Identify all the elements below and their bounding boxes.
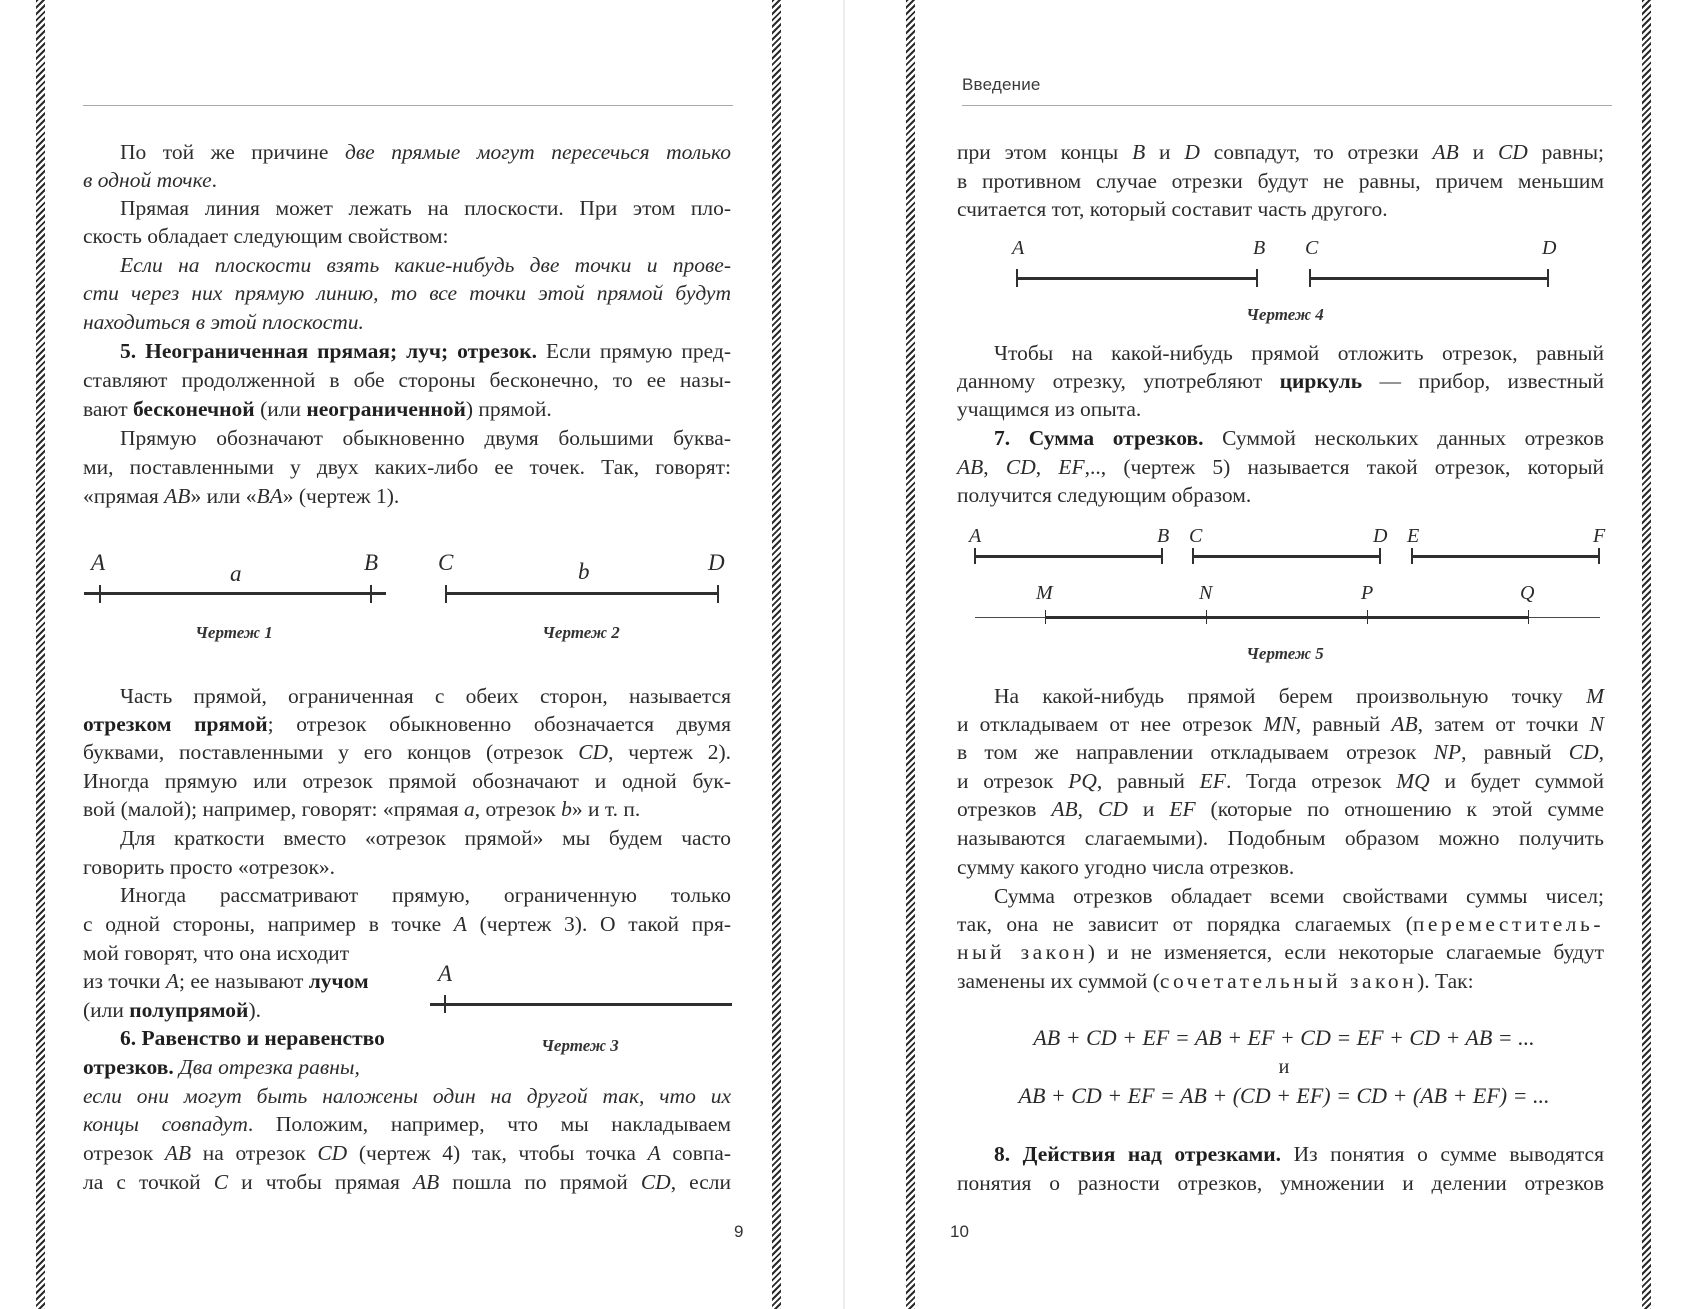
text-line xyxy=(83,194,731,223)
text-line xyxy=(957,1169,1604,1198)
figure-5-tick-m xyxy=(1045,610,1046,624)
italic-text: PQ xyxy=(1068,769,1097,793)
italic-text: M xyxy=(1586,684,1604,708)
text-run: в противном случае отрезки будут не равны, причем меньшим xyxy=(957,169,1604,193)
text-run: Из понятия о сумме выводятся xyxy=(1281,1142,1604,1166)
text-run: Прямую обозначают обыкновенно двумя большими буква- xyxy=(120,426,731,450)
figure-1-caption: Чертеж 1 xyxy=(195,623,273,642)
text-run: заменены их суммой ( xyxy=(957,969,1160,993)
text-line xyxy=(957,738,1604,767)
text-line xyxy=(957,824,1604,853)
text-run: совпа- xyxy=(660,1141,731,1165)
text-line xyxy=(957,853,1604,882)
text-run: Прямая линия может лежать на плоскости. При этом пло- xyxy=(120,196,731,220)
italic-text: CD xyxy=(578,740,609,764)
italic-text: EF xyxy=(1169,797,1196,821)
text-line xyxy=(957,453,1604,482)
text-run: вой (малой); например, говорят: «прямая xyxy=(83,797,464,821)
text-run: , чертеж 2). xyxy=(608,740,731,764)
text-line xyxy=(83,710,731,739)
italic-text: BA xyxy=(256,484,283,508)
italic-text: AB xyxy=(412,1170,440,1194)
text-run: По той же причине xyxy=(120,140,345,164)
text-run: сумму какого угодно числа отрезков. xyxy=(957,855,1295,879)
text-run: (или xyxy=(254,397,307,421)
text-run: вают xyxy=(83,397,133,421)
text-run: и xyxy=(1145,140,1185,164)
text-line xyxy=(83,881,731,910)
italic-text: D xyxy=(1184,140,1200,164)
running-head: Введение xyxy=(962,75,1041,94)
text-run: » (чертеж 1). xyxy=(282,484,400,508)
figure-4-segment-cd xyxy=(1310,277,1549,280)
italic-text: CD xyxy=(1497,140,1528,164)
text-line xyxy=(957,1140,1604,1169)
text-line xyxy=(957,481,1604,510)
right-page-number: 10 xyxy=(950,1222,969,1241)
figure-5-tick-b xyxy=(1161,548,1163,564)
text-run: и откладываем от нее отрезок xyxy=(957,712,1264,736)
text-run: ми, поставленными у двух каких-либо ее точек. Так, говорят: xyxy=(83,455,731,479)
italic-text: в одной точке xyxy=(83,168,212,192)
text-run: » и т. п. xyxy=(571,797,641,821)
equation-connector: и xyxy=(1278,1056,1290,1078)
text-line xyxy=(957,967,1604,996)
figure-4-label-d: D xyxy=(1542,237,1557,259)
text-line xyxy=(83,767,731,796)
text-run: и чтобы прямая xyxy=(228,1170,413,1194)
italic-text: Два отрезка равны, xyxy=(179,1055,360,1079)
bold-term: 6. Равенство и неравенство xyxy=(120,1026,385,1050)
text-run: (которые по отношению к этой сумме xyxy=(1195,797,1604,821)
text-run: Иногда прямую или отрезок прямой обозначают и одной бук- xyxy=(83,769,731,793)
text-run: ; ее называют xyxy=(178,969,309,993)
text-line xyxy=(957,882,1604,911)
text-run: , затем от точки xyxy=(1417,712,1590,736)
text-run: , если xyxy=(670,1170,731,1194)
text-run: Для краткости вместо «отрезок прямой» мы будем часто xyxy=(120,826,731,850)
text-line xyxy=(83,482,731,511)
text-run: получится следующим образом. xyxy=(957,483,1252,507)
text-run: данному отрезку, употребляют xyxy=(957,369,1280,393)
figure-5-label-b: B xyxy=(1157,525,1170,547)
figure-5-label-f: F xyxy=(1593,525,1606,547)
text-line xyxy=(957,138,1604,167)
italic-text: CD xyxy=(1568,740,1599,764)
spaced-term: ный закон xyxy=(957,940,1088,964)
italic-text: находиться в этой плоскости. xyxy=(83,310,364,334)
text-run: (чертеж 4) так, чтобы точка xyxy=(347,1141,648,1165)
text-line xyxy=(83,1110,731,1139)
text-run: ,.., (чертеж 5) называется такой отрезок, который xyxy=(1084,455,1605,479)
figure-1-label-mid: a xyxy=(230,561,242,586)
italic-text: a xyxy=(464,797,475,821)
figure-1-tick-b xyxy=(370,585,372,603)
text-run: На какой-нибудь прямой берем произвольную точку xyxy=(994,684,1587,708)
italic-text: Если на плоскости взять какие-нибудь две точки и прове- xyxy=(120,253,731,277)
figure-4-tick-c xyxy=(1309,269,1311,287)
text-run: . xyxy=(211,168,218,192)
bold-term: полупрямой xyxy=(129,998,249,1022)
figure-1-label-a: A xyxy=(91,550,106,575)
italic-text: CD xyxy=(317,1141,348,1165)
text-run: ; отрезок обыкновенно обозначается двумя xyxy=(267,712,731,736)
text-run: отрезок xyxy=(83,1141,165,1165)
figure-5-label-e: E xyxy=(1407,525,1420,547)
text-line xyxy=(83,824,731,853)
figure-5-tick-e xyxy=(1411,548,1413,564)
figure-5-tick-a xyxy=(974,548,976,564)
italic-text: NP xyxy=(1433,740,1462,764)
text-run: совпадут, то отрезки xyxy=(1199,140,1433,164)
italic-text: AB xyxy=(957,455,984,479)
text-run: буквами, поставленными у его концов (отрезок xyxy=(83,740,579,764)
text-line xyxy=(83,279,731,308)
spaced-term: переместитель- xyxy=(1412,912,1604,936)
text-run: ла с точкой xyxy=(83,1170,214,1194)
text-line xyxy=(83,967,411,996)
figure-4-label-c: C xyxy=(1305,237,1319,259)
text-line xyxy=(83,939,411,968)
text-run: ). xyxy=(248,998,261,1022)
text-run: ставляют продолженной в обе стороны бесконечно, то ее назы- xyxy=(83,368,731,392)
bold-term: отрезком прямой xyxy=(83,712,268,736)
italic-text: если они могут быть наложены один на другой так, что их xyxy=(83,1084,731,1108)
right-header-rule xyxy=(962,105,1612,106)
text-run: отрезков xyxy=(957,797,1052,821)
text-line xyxy=(83,996,411,1025)
text-line xyxy=(957,167,1604,196)
figure-3-caption: Чертеж 3 xyxy=(541,1036,619,1055)
text-run: пошла по прямой xyxy=(439,1170,641,1194)
bold-term: 7. Сумма отрезков. xyxy=(994,426,1204,450)
text-line xyxy=(83,1139,731,1168)
text-run: и xyxy=(1127,797,1170,821)
text-run: ). Так: xyxy=(1417,969,1474,993)
figure-5-label-n: N xyxy=(1199,582,1213,604)
text-run: , xyxy=(1077,797,1099,821)
text-run: и будет суммой xyxy=(1429,769,1605,793)
figure-4-tick-a xyxy=(1016,269,1018,287)
italic-text: N xyxy=(1589,712,1604,736)
figure-2-caption: Чертеж 2 xyxy=(542,623,620,642)
figure-4-tick-b xyxy=(1256,269,1258,287)
text-run: ) и не изменяется, если некоторые слагаемые будут xyxy=(1087,940,1605,964)
text-line xyxy=(83,738,731,767)
text-run: равны; xyxy=(1527,140,1605,164)
text-run: , xyxy=(983,455,1006,479)
text-line xyxy=(957,195,1604,224)
left-page-number: 9 xyxy=(734,1222,744,1241)
figure-1-line xyxy=(84,592,386,595)
italic-text: концы совпадут xyxy=(83,1112,248,1136)
text-run: считается тот, который составит часть другого. xyxy=(957,197,1388,221)
text-run: «прямая xyxy=(83,484,165,508)
text-run: , равный xyxy=(1096,769,1200,793)
figure-3-label-a: A xyxy=(438,961,453,986)
spread-gutter xyxy=(843,0,845,1309)
figure-5-sum-segment xyxy=(1046,616,1528,619)
text-line xyxy=(957,767,1604,796)
figure-5-label-p: P xyxy=(1361,582,1374,604)
bold-term: циркуль xyxy=(1279,369,1363,393)
text-line xyxy=(83,308,731,337)
text-run: в том же направлении откладываем отрезок xyxy=(957,740,1434,764)
text-run: на отрезок xyxy=(191,1141,318,1165)
figure-5-label-m: M xyxy=(1036,582,1053,604)
figure-5-tick-d xyxy=(1379,548,1381,564)
bold-term: отрезков. xyxy=(83,1055,174,1079)
italic-text: две прямые могут пересечься только xyxy=(344,140,731,164)
figure-5-tick-f xyxy=(1598,548,1600,564)
text-run: , xyxy=(1598,740,1605,764)
italic-text: A xyxy=(647,1141,661,1165)
text-run: . Положим, например, что мы накладываем xyxy=(247,1112,732,1136)
bold-term: 5. Неограниченная прямая; луч; отрезок. xyxy=(120,339,537,363)
text-run: понятия о разности отрезков, умножении и делении отрезков xyxy=(957,1171,1604,1195)
bold-term: неограниченной xyxy=(306,397,466,421)
italic-text: EF xyxy=(1058,455,1085,479)
italic-text: сти через них прямую линию, то все точки этой прямой будут xyxy=(83,281,731,305)
figure-2-line xyxy=(446,592,718,595)
text-line xyxy=(83,395,731,424)
italic-text: A xyxy=(165,969,179,993)
italic-text: AB xyxy=(1432,140,1459,164)
text-line xyxy=(83,424,731,453)
figure-5-segment-ab xyxy=(975,555,1163,558)
text-run: Суммой нескольких данных отрезков xyxy=(1203,426,1604,450)
text-run: с одной стороны, например в точке xyxy=(83,912,454,936)
figure-5-tick-p xyxy=(1367,610,1368,624)
italic-text: C xyxy=(213,1170,229,1194)
text-run: . Тогда отрезок xyxy=(1225,769,1397,793)
bold-term: 8. Действия над отрезками. xyxy=(994,1142,1282,1166)
figure-5-segment-ef xyxy=(1412,555,1600,558)
text-line xyxy=(83,910,731,939)
figure-2-tick-c xyxy=(445,585,447,603)
italic-text: A xyxy=(453,912,467,936)
equation-associative: AB + CD + EF = AB + (CD + EF) = CD + (AB + EF) = ... xyxy=(1018,1083,1550,1108)
italic-text: CD xyxy=(640,1170,671,1194)
italic-text: B xyxy=(1132,140,1146,164)
figure-4-segment-ab xyxy=(1017,277,1258,280)
figure-5-segment-cd xyxy=(1193,555,1381,558)
figure-4-label-b: B xyxy=(1253,237,1266,259)
figure-1-tick-a xyxy=(99,585,101,603)
text-run: Сумма отрезков обладает всеми свойствами суммы чисел; xyxy=(994,884,1604,908)
text-run: , xyxy=(1035,455,1059,479)
figure-5-label-d: D xyxy=(1373,525,1388,547)
text-run: (или xyxy=(83,998,130,1022)
text-run: Часть прямой, ограниченная с обеих сторон, называется xyxy=(120,684,731,708)
figure-5-label-a: A xyxy=(969,525,982,547)
text-line xyxy=(957,339,1604,368)
text-run: учащимся из опыта. xyxy=(957,397,1142,421)
italic-text: CD xyxy=(1098,797,1128,821)
text-line xyxy=(83,166,731,195)
text-run: » или « xyxy=(190,484,257,508)
text-run: и отрезок xyxy=(957,769,1069,793)
italic-text: MN xyxy=(1263,712,1296,736)
text-run: ) прямой. xyxy=(465,397,552,421)
text-run: так, она не зависит от порядка слагаемых ( xyxy=(957,912,1413,936)
text-line xyxy=(957,910,1604,939)
text-line xyxy=(83,853,731,882)
text-line xyxy=(957,424,1604,453)
text-run: при этом концы xyxy=(957,140,1133,164)
text-line xyxy=(83,222,731,251)
text-run: мой говорят, что она исходит xyxy=(83,941,350,965)
text-line xyxy=(83,138,731,167)
italic-text: AB xyxy=(1391,712,1418,736)
italic-text: AB xyxy=(164,484,191,508)
right-page-outer-border xyxy=(1642,0,1651,1309)
figure-4-caption: Чертеж 4 xyxy=(1246,305,1324,324)
text-line xyxy=(83,366,731,395)
text-run: (чертеж 3). О такой пря- xyxy=(466,912,731,936)
italic-text: AB xyxy=(1051,797,1078,821)
text-line xyxy=(957,367,1604,396)
italic-text: CD xyxy=(1005,455,1036,479)
text-run: из точки xyxy=(83,969,166,993)
figure-2-tick-d xyxy=(717,585,719,603)
text-run: Если прямую пред- xyxy=(537,339,731,363)
text-line xyxy=(957,938,1604,967)
figure-5-tick-c xyxy=(1192,548,1194,564)
text-line xyxy=(83,1082,731,1111)
figure-5-label-c: C xyxy=(1189,525,1203,547)
text-run: Чтобы на какой-нибудь прямой отложить отрезок, равный xyxy=(994,341,1604,365)
text-run: называются слагаемыми). Подобным образом можно получить xyxy=(957,826,1604,850)
text-line xyxy=(957,395,1604,424)
italic-text: AB xyxy=(164,1141,192,1165)
text-line xyxy=(957,682,1604,711)
figure-4-label-a: A xyxy=(1012,237,1025,259)
figure-3-tick-a xyxy=(444,995,446,1013)
italic-text: b xyxy=(561,797,572,821)
text-run: — прибор, известный xyxy=(1362,369,1604,393)
right-page-inner-border xyxy=(906,0,915,1309)
figure-5-tick-n xyxy=(1206,610,1207,624)
figure-2-label-mid: b xyxy=(578,559,590,584)
figure-4-tick-d xyxy=(1547,269,1549,287)
text-run: , отрезок xyxy=(474,797,562,821)
text-line xyxy=(957,710,1604,739)
figure-1-label-b: B xyxy=(364,550,379,575)
text-run: и xyxy=(1458,140,1498,164)
spaced-term: сочетательный закон xyxy=(1159,969,1418,993)
figure-5-tick-q xyxy=(1528,610,1529,624)
bold-term: лучом xyxy=(308,969,369,993)
text-run: говорить просто «отрезок». xyxy=(83,855,336,879)
text-line xyxy=(83,337,731,366)
figure-3-ray xyxy=(430,1003,732,1006)
text-line xyxy=(83,1024,411,1053)
text-run: скость обладает следующим свойством: xyxy=(83,224,449,248)
italic-text: EF xyxy=(1199,769,1226,793)
text-line xyxy=(83,682,731,711)
left-page-outer-border xyxy=(36,0,45,1309)
figure-2-label-c: C xyxy=(438,550,454,575)
text-line xyxy=(83,453,731,482)
figure-5-caption: Чертеж 5 xyxy=(1246,644,1324,663)
text-line xyxy=(83,1168,731,1197)
text-line xyxy=(83,251,731,280)
text-run: , равный xyxy=(1461,740,1569,764)
text-line xyxy=(957,795,1604,824)
equation-commutative: AB + CD + EF = AB + EF + CD = EF + CD + AB = ... xyxy=(1033,1025,1535,1050)
left-header-rule xyxy=(83,105,733,106)
text-run: , равный xyxy=(1295,712,1392,736)
text-run: Иногда рассматривают прямую, ограниченную только xyxy=(120,883,731,907)
text-line xyxy=(83,1053,411,1082)
figure-2-label-d: D xyxy=(708,550,725,575)
left-page-inner-border xyxy=(772,0,781,1309)
text-line xyxy=(83,795,731,824)
bold-term: бесконечной xyxy=(132,397,255,421)
figure-5-label-q: Q xyxy=(1520,582,1535,604)
italic-text: MQ xyxy=(1396,769,1430,793)
